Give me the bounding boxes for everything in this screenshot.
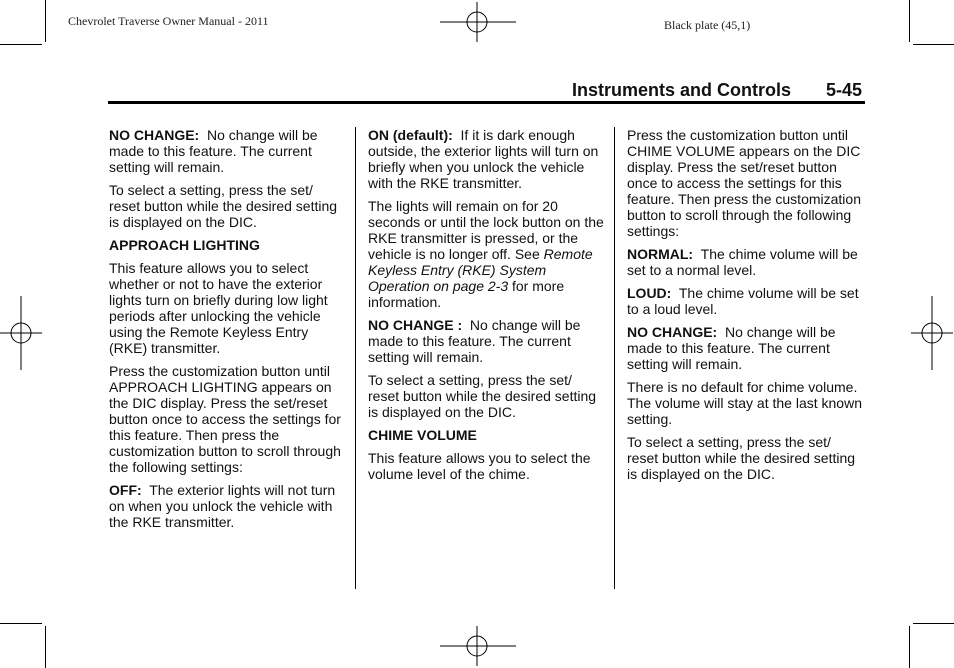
registration-mark-bottom-icon [440, 626, 516, 666]
paragraph-no-change [109, 127, 345, 175]
crop-mark-br-vertical [909, 626, 910, 668]
crop-mark-br-horizontal [913, 623, 954, 624]
term-off: OFF: [109, 482, 142, 498]
paragraph-off [109, 482, 345, 530]
section-heading-approach-lighting: APPROACH LIGHTING [109, 237, 260, 253]
term-on-default: ON (default): [368, 127, 453, 143]
term-no-change: NO CHANGE: [627, 324, 718, 340]
term-no-change: NO CHANGE: [109, 127, 200, 143]
paragraph-instructions: Press the customization button until APPROACH LIGHTING appears on the DIC display. Press the set/reset button once to access the settings for this feature. Then press the customization button to scroll through the following settings: [109, 363, 341, 475]
cross-reference-link[interactable]: Remote Keyless Entry (RKE) System Operation on page 2-3 [368, 246, 593, 294]
paragraph-text: The chime volume will be set to a loud level. [627, 285, 859, 317]
plate-label: Black plate (45,1) [664, 18, 751, 32]
paragraph-text: If it is dark enough outside, the exterior lights will turn on briefly when you unlock the vehicle with the RKE transmitter. [368, 127, 599, 191]
paragraph-text: for more information. [368, 278, 565, 310]
paragraph-instructions: Press the customization button until CHIME VOLUME appears on the DIC display. Press the set/reset button once to access the settings for this feature. Then press the customization button to scroll through the following settings: [627, 127, 861, 239]
paragraph-feature-description: This feature allows you to select whether or not to have the exterior lights turn on briefly during low light periods after unlocking the vehicle using the Remote Keyless Entry (RKE) transmitter. [109, 260, 328, 356]
paragraph-text: No change will be made to this feature. The current setting will remain. [368, 317, 581, 365]
section-heading-chime-volume: CHIME VOLUME [368, 427, 477, 443]
crop-mark-tr-horizontal [913, 44, 954, 45]
manual-title: Chevrolet Traverse Owner Manual - 2011 [68, 14, 269, 28]
paragraph-no-change [627, 324, 865, 372]
paragraph-loud [627, 285, 865, 317]
paragraph-no-default: There is no default for chime volume. The volume will stay at the last known setting. [627, 379, 862, 427]
term-normal: NORMAL: [627, 246, 694, 262]
paragraph-select-setting: To select a setting, press the set/ reset button while the desired setting is displayed on the DIC. [627, 434, 856, 482]
column-3 [627, 127, 865, 489]
crop-mark-tr-vertical [909, 0, 910, 42]
paragraph-select-setting: To select a setting, press the set/ reset button while the desired setting is displayed on the DIC. [368, 372, 597, 420]
term-loud: LOUD: [627, 285, 672, 301]
paragraph-on-default [368, 127, 604, 191]
column-1 [109, 127, 345, 537]
paragraph-lights-remain [368, 198, 604, 310]
chapter-title: Instruments and Controls [572, 80, 792, 100]
column-divider-2 [614, 127, 615, 589]
paragraph-normal [627, 246, 865, 278]
header-rule [108, 101, 865, 104]
registration-mark-right-icon [911, 296, 953, 370]
paragraph-select-setting: To select a setting, press the set/ reset button while the desired setting is displayed on the DIC. [109, 182, 338, 230]
crop-mark-tl-horizontal [0, 44, 42, 45]
paragraph-feature-description: This feature allows you to select the volume level of the chime. [368, 450, 591, 482]
paragraph-text: No change will be made to this feature. The current setting will remain. [109, 127, 318, 175]
registration-mark-top-icon [440, 2, 516, 42]
paragraph-text: The chime volume will be set to a normal level. [627, 246, 858, 278]
term-no-change: NO CHANGE : [368, 317, 463, 333]
paragraph-no-change [368, 317, 604, 365]
paragraph-text: No change will be made to this feature. The current setting will remain. [627, 324, 836, 372]
column-divider-1 [355, 127, 356, 589]
paragraph-text: The exterior lights will not turn on when you unlock the vehicle with the RKE transmitter. [109, 482, 336, 530]
registration-mark-left-icon [0, 296, 42, 370]
column-2 [368, 127, 604, 489]
crop-mark-bl-horizontal [0, 623, 42, 624]
paragraph-text: The lights will remain on for 20 seconds or until the lock button on the RKE transmitter is pressed, or the vehicle is no longer off. See [368, 198, 604, 262]
page-number: 5-45 [826, 80, 863, 100]
crop-mark-tl-vertical [45, 0, 46, 42]
crop-mark-bl-vertical [45, 626, 46, 668]
